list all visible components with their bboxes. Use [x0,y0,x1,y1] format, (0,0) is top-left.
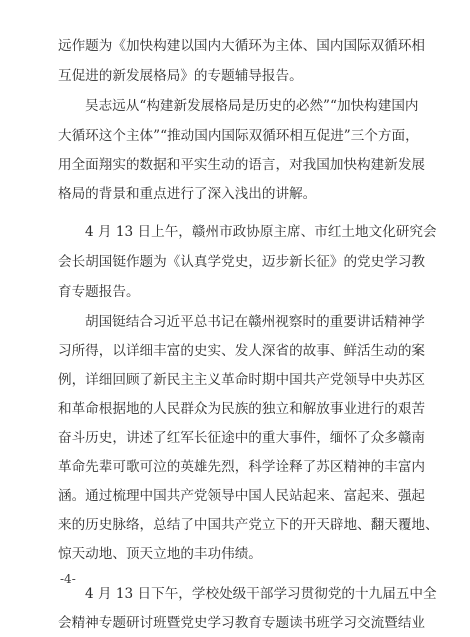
text-line: 和革命根据地的人民群众为民族的独立和解放事业进行的艰苦 [58,401,426,417]
text-line: 奋斗历史，讲述了红军长征途中的重大事件，缅怀了众多赣南 [58,430,426,446]
text-line: 革命先辈可歌可泣的英雄先烈，科学诠释了苏区精神的丰富内 [58,459,426,475]
text-line: 来的历史脉络，总结了中国共产党立下的开天辟地、翻天覆地、 [58,517,439,533]
text-line: 例，详细回顾了新民主主义革命时期中国共产党领导中央苏区 [58,372,426,388]
text-line: 惊天动地、顶天立地的丰功伟绩。 [58,546,262,562]
text-line: 胡国铤结合习近平总书记在赣州视察时的重要讲话精神学 [85,314,425,330]
text-line: 4 月 13 日下午，学校处级干部学习贯彻党的十九届五中全 [85,586,437,602]
text-line: 会精神专题研讨班暨党史学习教育专题读书班学习交流暨结业 [58,615,426,631]
text-line: 格局的背景和重点进行了深入浅出的讲解。 [58,186,317,202]
page-number: -4- [60,572,76,586]
text-line: 大循环这个主体”“推动国内国际双循环相互促进”三个方面， [58,128,419,144]
text-line: 习所得，以详细丰富的史实、发人深省的故事、鲜活生动的案 [58,343,426,359]
text-line: 育专题报告。 [58,284,140,300]
text-line: 吴志远从“构建新发展格局是历史的必然”“加快构建国内 [85,98,419,114]
text-line: 会长胡国铤作题为《认真学党史，迈步新长征》的党史学习教 [58,254,426,270]
text-line: 4 月 13 日上午，赣州市政协原主席、市红土地文化研究会 [85,224,437,240]
text-line: 用全面翔实的数据和平实生动的语言，对我国加快构建新发展 [58,157,426,173]
text-line: 涵。通过梳理中国共产党领导中国人民站起来、富起来、强起 [58,488,426,504]
text-line: 远作题为《加快构建以国内大循环为主体、国内国际双循环相 [58,38,426,54]
text-line: 互促进的新发展格局》的专题辅导报告。 [58,68,303,84]
